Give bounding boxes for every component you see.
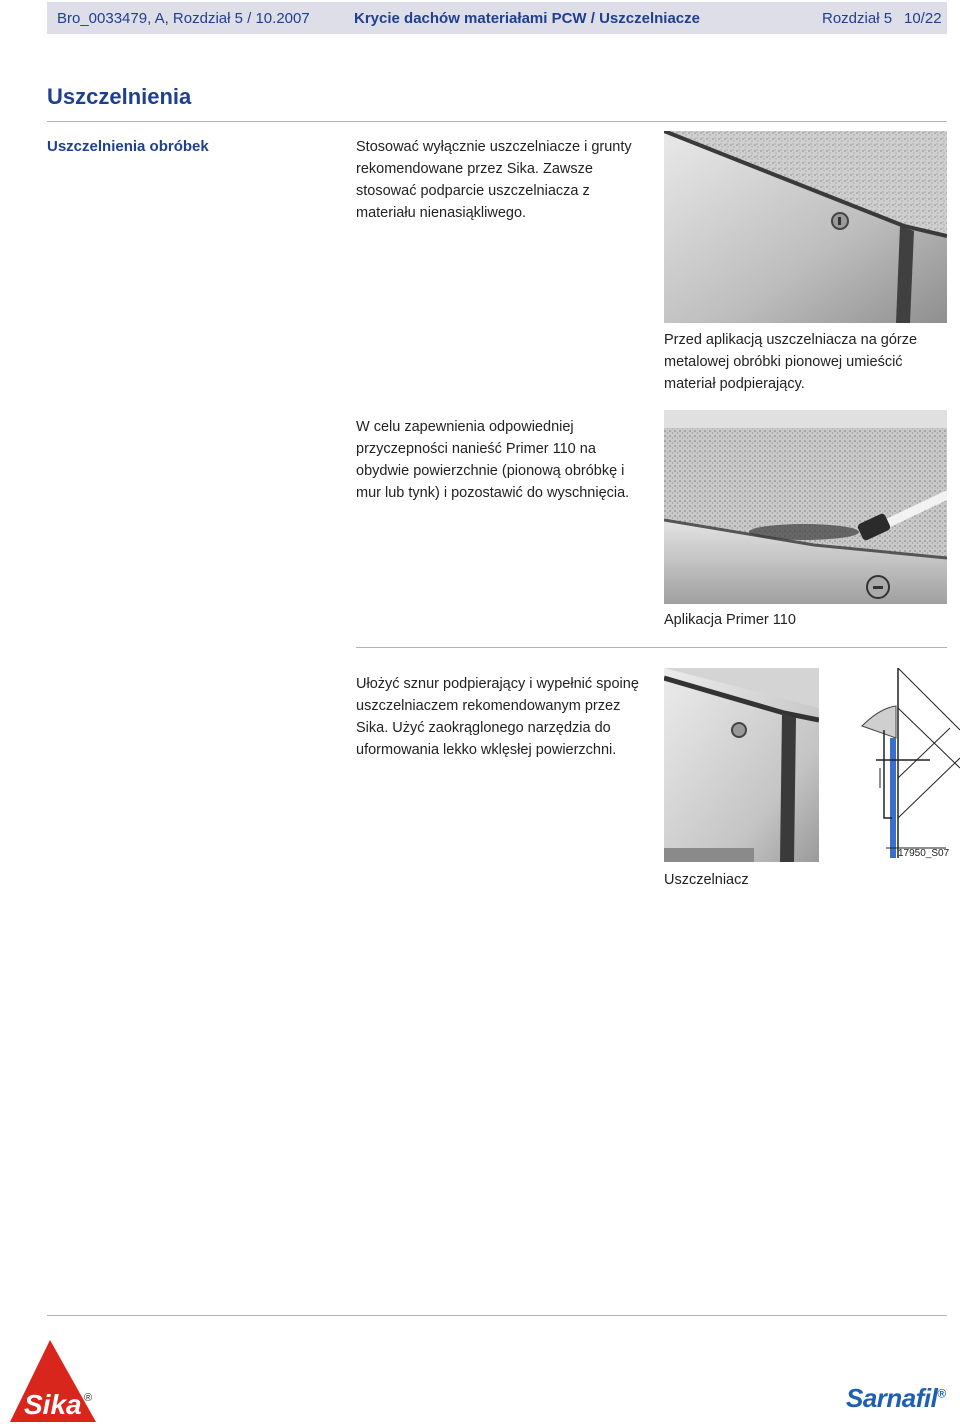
registered-mark: ®	[84, 1392, 93, 1404]
doc-reference: Bro_0033479, A, Rozdział 5 / 10.2007	[57, 9, 310, 27]
step-2-text: W celu zapewnienia odpowiedniej przyczepności nanieść Primer 110 na obydwie powierzchnie (pionową obróbkę i mur lub tynk) i pozostawić do wyschnięcia.	[356, 419, 630, 501]
step-3-caption: Uszczelniacz	[664, 872, 749, 888]
section-title: Uszczelnienia	[47, 84, 192, 109]
step-1-photo	[664, 131, 947, 323]
sealant-photo-icon	[664, 668, 819, 862]
sarnafil-logo	[846, 1383, 946, 1414]
cross-section-drawing-icon	[850, 668, 960, 868]
step-1-text: Stosować wyłącznie uszczelniacze i grunty rekomendowane przez Sika. Zawsze stosować podparcie uszczelniacza z materiału nienasiąkliwego.	[356, 139, 632, 221]
footer-divider	[47, 1315, 947, 1316]
step-1-caption: Przed aplikacją uszczelniacza na górze metalowej obróbki pionowej umieścić materiał podpierający.	[664, 332, 918, 392]
step-3-photo	[664, 668, 819, 862]
step-divider	[356, 647, 947, 648]
wall-flashing-photo-icon	[664, 131, 947, 323]
subsection-title: Uszczelnienia obróbek	[47, 138, 209, 155]
drawing-reference-label: 17950_S07	[898, 848, 950, 859]
chapter-label: Rozdział 5	[822, 9, 893, 27]
section-divider	[47, 121, 947, 122]
page-header	[47, 2, 947, 34]
page-number: 10/22	[904, 9, 942, 27]
step-3-text: Ułożyć sznur podpierający i wypełnić spoinę uszczelniaczem rekomendowanym przez Sika. Użyć zaokrąglonego narzędzia do uformowania lekko wklęsłej powierzchni.	[356, 676, 639, 758]
doc-title: Krycie dachów materiałami PCW / Uszczelniacze	[354, 9, 700, 27]
sarnafil-registered-mark: ®	[937, 1386, 946, 1401]
step-2-photo	[664, 410, 947, 604]
sarnafil-logo-text: Sarnafil	[846, 1383, 938, 1413]
step-2-caption: Aplikacja Primer 110	[664, 612, 796, 628]
sika-logo-text: Sika	[24, 1389, 82, 1420]
sika-logo	[10, 1338, 96, 1422]
primer-brush-photo-icon	[664, 410, 947, 604]
